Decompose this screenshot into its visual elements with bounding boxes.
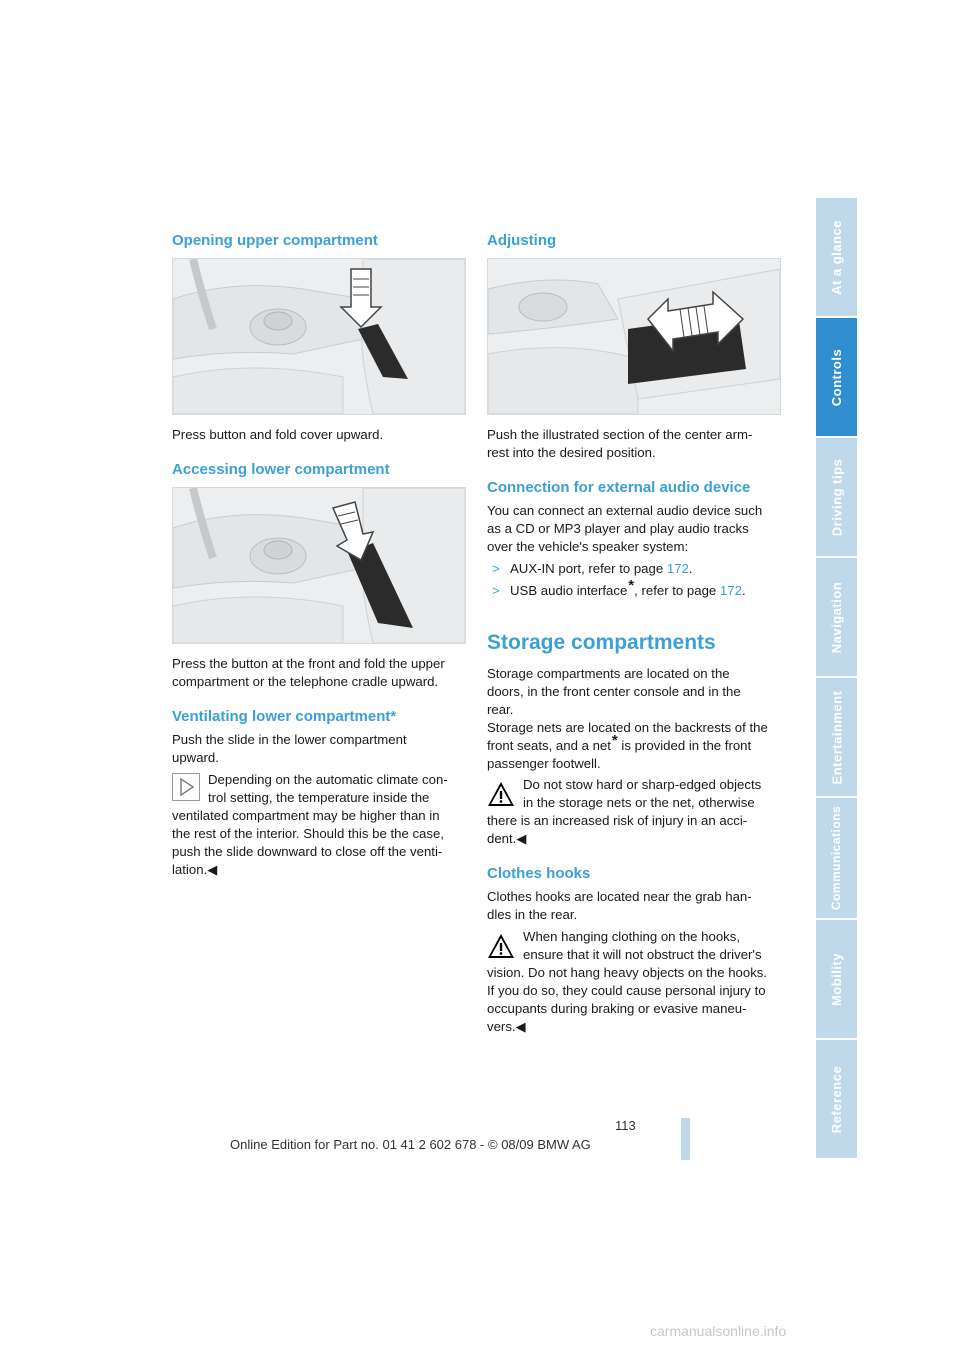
- warning-2-line-4: If you do so, they could cause personal injury to: [487, 983, 766, 998]
- text-audio-2: as a CD or MP3 player and play audio tracks: [487, 521, 749, 536]
- heading-storage-compartments: Storage compartments: [487, 631, 716, 654]
- tab-navigation[interactable]: [816, 558, 857, 678]
- warning-1-line-2: in the storage nets or the net, otherwise: [523, 795, 755, 810]
- text-storage-3: rear.: [487, 702, 514, 717]
- note-text-3: ventilated compartment may be higher than in: [172, 808, 440, 823]
- text-storage-1: Storage compartments are located on the: [487, 666, 730, 681]
- tab-label: Mobility: [829, 952, 845, 1006]
- tab-entertainment[interactable]: [816, 678, 857, 798]
- list-item-usb: > USB audio interface*, refer to page 172.: [492, 582, 746, 601]
- text-audio-3: over the vehicle's speaker system:: [487, 539, 689, 554]
- usb-text: USB audio interface: [510, 583, 628, 598]
- tab-reference[interactable]: [816, 1040, 857, 1160]
- page-number: 113: [615, 1118, 636, 1133]
- note-text-5: push the slide downward to close off the venti-: [172, 844, 443, 859]
- heading-clothes-hooks: Clothes hooks: [487, 865, 591, 882]
- tab-driving-tips[interactable]: [816, 438, 857, 558]
- text-vent-2: upward.: [172, 750, 219, 765]
- page-link-172-usb[interactable]: 172: [719, 583, 742, 598]
- bullet-marker: >: [492, 561, 500, 576]
- text-storage-5: [487, 732, 752, 756]
- note-text-1: Depending on the automatic climate con-: [208, 772, 448, 787]
- option-star: *: [611, 732, 618, 749]
- heading-accessing-lower-compartment: Accessing lower compartment: [172, 461, 390, 478]
- tab-label: Communications: [829, 805, 844, 911]
- heading-opening-upper-compartment: Opening upper compartment: [172, 232, 378, 249]
- tab-mobility[interactable]: [816, 920, 857, 1040]
- illustration-armrest-adjust: [487, 258, 781, 415]
- aux-in-text: AUX-IN port, refer to page: [510, 561, 667, 576]
- tab-label: At a glance: [829, 219, 845, 295]
- tab-controls[interactable]: [816, 318, 857, 438]
- note-text-6: lation.◀: [172, 862, 218, 877]
- tab-label: Entertainment: [829, 690, 844, 784]
- tab-label: Driving tips: [829, 458, 845, 536]
- tab-label: Navigation: [829, 581, 844, 653]
- note-text-2: trol setting, the temperature inside the: [208, 790, 430, 805]
- bullet-marker: >: [492, 583, 500, 598]
- text-hooks-1: Clothes hooks are located near the grab han-: [487, 889, 752, 904]
- warning-1-line-4: dent.◀: [487, 831, 527, 846]
- warning-2-line-3: vision. Do not hang heavy objects on the hooks.: [487, 965, 768, 980]
- text-adjust-1: Push the illustrated section of the center arm-: [487, 427, 753, 442]
- list-item-aux-in: > AUX-IN port, refer to page 172.: [492, 560, 693, 579]
- warning-2-line-5: occupants during braking or evasive maneu-: [487, 1001, 747, 1016]
- tab-label: Controls: [829, 348, 845, 406]
- text-storage-2: doors, in the front center console and in the: [487, 684, 741, 699]
- text-storage-6: passenger footwell.: [487, 756, 601, 771]
- tab-at-a-glance[interactable]: [816, 198, 857, 318]
- storage-5-b: is provided in the front: [617, 738, 752, 753]
- edition-line: Online Edition for Part no. 01 41 2 602 678 - © 08/09 BMW AG: [230, 1137, 591, 1152]
- storage-5-a: front seats, and a net: [487, 738, 611, 753]
- text-lower-1: Press the button at the front and fold the upper: [172, 656, 445, 671]
- warning-1-line-1: Do not stow hard or sharp-edged objects: [523, 777, 762, 792]
- text-audio-1: You can connect an external audio device such: [487, 503, 763, 518]
- tab-label: Reference: [829, 1065, 844, 1133]
- text-lower-2: compartment or the telephone cradle upward.: [172, 674, 439, 689]
- chapter-tabs: [816, 198, 857, 1160]
- text-adjust-2: rest into the desired position.: [487, 445, 656, 460]
- warning-2-line-6: vers.◀: [487, 1019, 526, 1034]
- illustration-lower-compartment: [172, 487, 466, 644]
- note-text-4: the rest of the interior. Should this be the case,: [172, 826, 444, 841]
- option-star: *: [628, 577, 635, 594]
- heading-external-audio: Connection for external audio device: [487, 479, 751, 496]
- warning-icon: [487, 781, 515, 807]
- warning-2-line-2: ensure that it will not obstruct the driver's: [523, 947, 762, 962]
- text-hooks-2: dles in the rear.: [487, 907, 578, 922]
- heading-ventilating-lower-compartment: Ventilating lower compartment*: [172, 708, 397, 725]
- text-storage-4: Storage nets are located on the backrests of the: [487, 720, 768, 735]
- text-vent-1: Push the slide in the lower compartment: [172, 732, 407, 747]
- warning-1-line-3: there is an increased risk of injury in an acci-: [487, 813, 748, 828]
- tab-communications[interactable]: [816, 798, 857, 920]
- heading-adjusting: Adjusting: [487, 232, 557, 249]
- footer-marker-bar: [681, 1118, 690, 1160]
- warning-2-line-1: When hanging clothing on the hooks,: [523, 929, 741, 944]
- illustration-upper-compartment: [172, 258, 466, 415]
- text-open-upper: Press button and fold cover upward.: [172, 427, 384, 442]
- page-link-172-aux[interactable]: 172: [666, 561, 689, 576]
- watermark: carmanualsonline.info: [650, 1323, 787, 1339]
- note-play-icon: [172, 773, 200, 801]
- usb-text-refer: , refer to page: [634, 583, 720, 598]
- warning-icon: [487, 933, 515, 959]
